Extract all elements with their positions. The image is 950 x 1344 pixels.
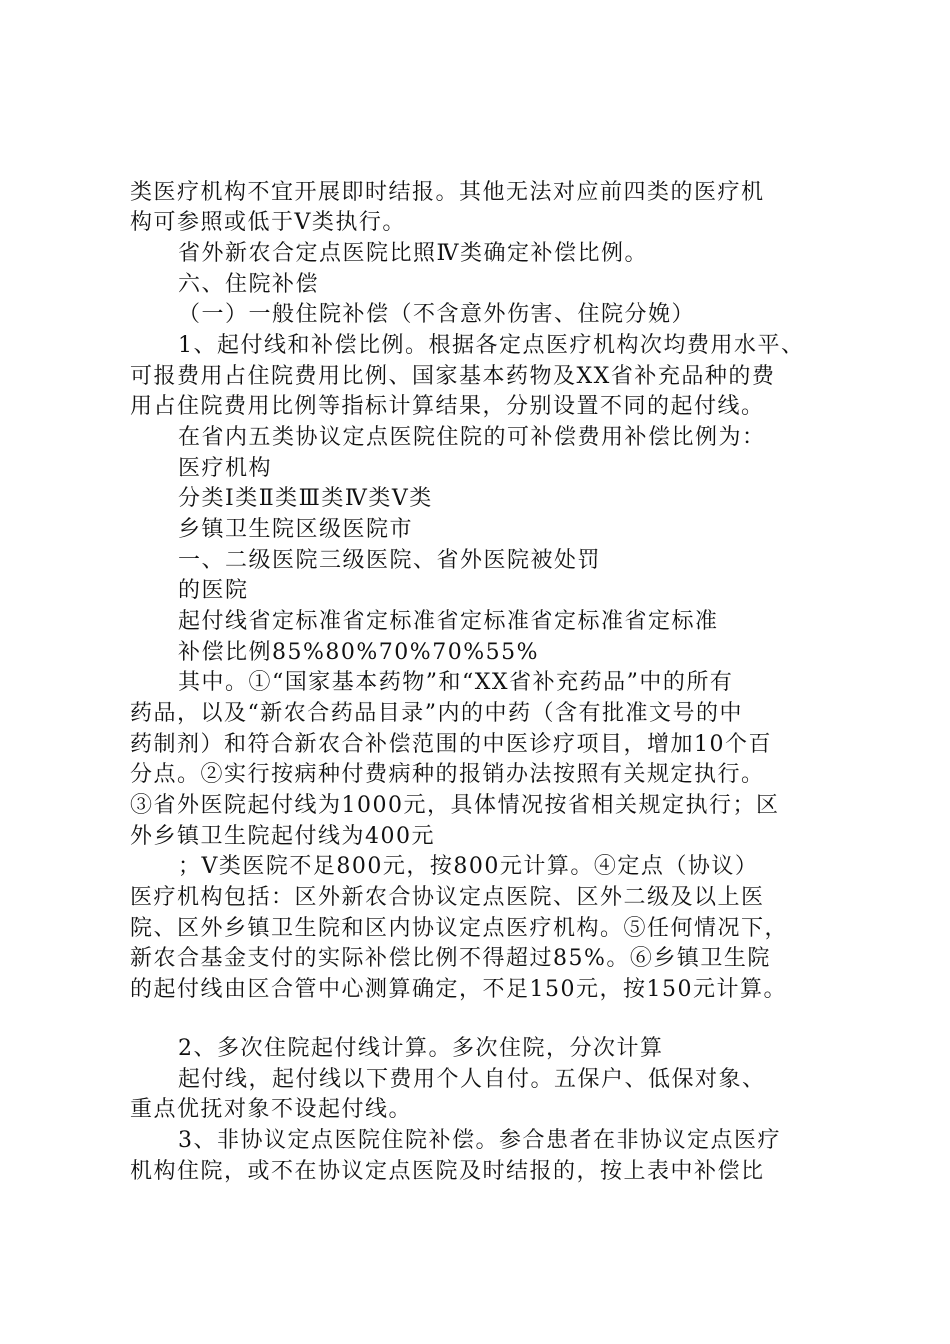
text-line: 外乡镇卫生院起付线为400元 <box>130 824 435 849</box>
text-line: 构可参照或低于Ⅴ类执行。 <box>130 210 406 235</box>
text-line: 起付线，起付线以下费用个人自付。五保户、低保对象、 <box>178 1067 766 1092</box>
text-line: 类医疗机构不宜开展即时结报。其他无法对应前四类的医疗机 <box>130 180 765 205</box>
text-line: 分点。②实行按病种付费病种的报销办法按照有关规定执行。 <box>130 762 765 787</box>
text-line: 药制剂）和符合新农合补偿范围的中医诊疗项目，增加10个百 <box>130 732 772 757</box>
text-line: 其中。①“国家基本药物”和“XX省补充药品”中的所有 <box>178 670 734 695</box>
text-line: 3、非协议定点医院住院补偿。参合患者在非协议定点医疗 <box>178 1128 781 1153</box>
text-line: 省外新农合定点医院比照Ⅳ类确定补偿比例。 <box>178 241 648 266</box>
text-line: 的起付线由区合管中心测算确定，不足150元，按150元计算。 <box>130 977 787 1002</box>
text-line: 新农合基金支付的实际补偿比例不得超过85%。⑥乡镇卫生院 <box>130 946 771 971</box>
text-line: 1、起付线和补偿比例。根据各定点医疗机构次均费用水平、 <box>178 333 805 358</box>
table-text-line: 分类Ⅰ类Ⅱ类Ⅲ类Ⅳ类Ⅴ类 <box>178 486 433 511</box>
text-line: 医疗机构包括：区外新农合协议定点医院、区外二级及以上医 <box>130 885 765 910</box>
text-line: 2、多次住院起付线计算。多次住院，分次计算 <box>178 1036 664 1061</box>
table-text-line: 一、二级医院三级医院、省外医院被处罚 <box>178 548 602 573</box>
text-line: 可报费用占住院费用比例、国家基本药物及XX省补充品种的费 <box>130 364 776 389</box>
table-text-line: 起付线省定标准省定标准省定标准省定标准省定标准 <box>178 609 719 634</box>
section-heading: 六、住院补偿 <box>178 272 320 297</box>
text-line: ；Ⅴ类医院不足800元，按800元计算。④定点（协议） <box>178 854 759 879</box>
table-text-line: 医疗机构 <box>178 456 273 481</box>
text-line: ③省外医院起付线为1000元，具体情况按省相关规定执行；区 <box>130 793 780 818</box>
text-line: 重点优抚对象不设起付线。 <box>130 1097 413 1122</box>
text-line: 在省内五类协议定点医院住院的可补偿费用补偿比例为： <box>178 425 766 450</box>
text-line: 药品，以及“新农合药品目录”内的中药（含有批准文号的中 <box>130 701 743 726</box>
text-line: 院、区外乡镇卫生院和区内协议定点医疗机构。⑤任何情况下， <box>130 916 789 941</box>
text-line: 用占住院费用比例等指标计算结果，分别设置不同的起付线。 <box>130 394 765 419</box>
subsection-heading: （一）一般住院补偿（不含意外伤害、住院分娩） <box>178 302 696 327</box>
table-text-line: 补偿比例85%80%70%70%55% <box>178 640 539 665</box>
text-line: 机构住院，或不在协议定点医院及时结报的，按上表中补偿比 <box>130 1159 765 1184</box>
table-text-line: 乡镇卫生院区级医院市 <box>178 517 414 542</box>
table-text-line: 的医院 <box>178 578 249 603</box>
